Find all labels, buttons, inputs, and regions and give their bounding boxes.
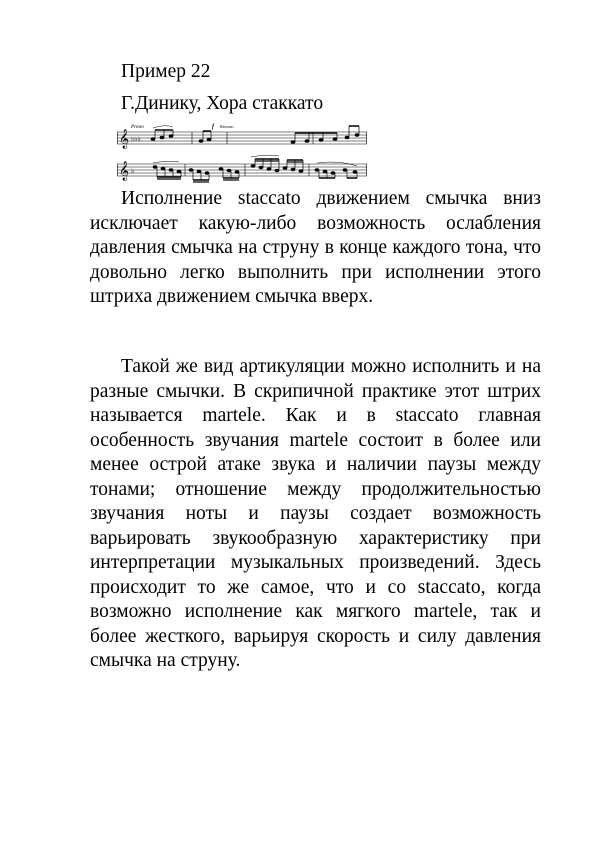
example-title: Г.Динику, Хора стаккато [121,93,324,114]
paragraph-1: Исполнение staccato движением смычка вниз исключает какую-либо возможность ослабления давления смычка на струну в конце каждого тона, что довольно легко выполнить при исполнении этого штриха движением смычка вверх. [90,188,541,307]
key-signature-1: ♭♭♭ [131,135,141,143]
example-label: Пример 22 [121,61,211,82]
music-score-excerpt [117,122,367,186]
treble-clef-icon-1: 𝄞 [119,129,130,149]
dynamic-mark: f [212,124,214,130]
tempo-mark: Presto [131,125,144,130]
staff-2-notes [153,155,357,182]
paragraph-2: Такой же вид артикуляции можно исполнить и на разные смычки. В скрипичной практике этот штрих называется martele. Как и в staccato главная особенность звучания martele состоит в более или менее острой атаке звука и наличии паузы между тонами; отношение между продолжительностью звучания ноты и паузы создает возможность варьировать звукообразную характеристику при интерпретации музыкальных произведений. Здесь происходит то же самое, что и со staccato, когда возможно исполнение как мягкого martele, так и более жесткого, варьируя скорость и силу давления смычка на струну. [90,356,541,671]
treble-clef-icon-2: 𝄞 [119,161,130,181]
key-signature-2: ♭ [131,167,135,175]
dynamic-mark-2: Ritenuto [220,124,234,129]
